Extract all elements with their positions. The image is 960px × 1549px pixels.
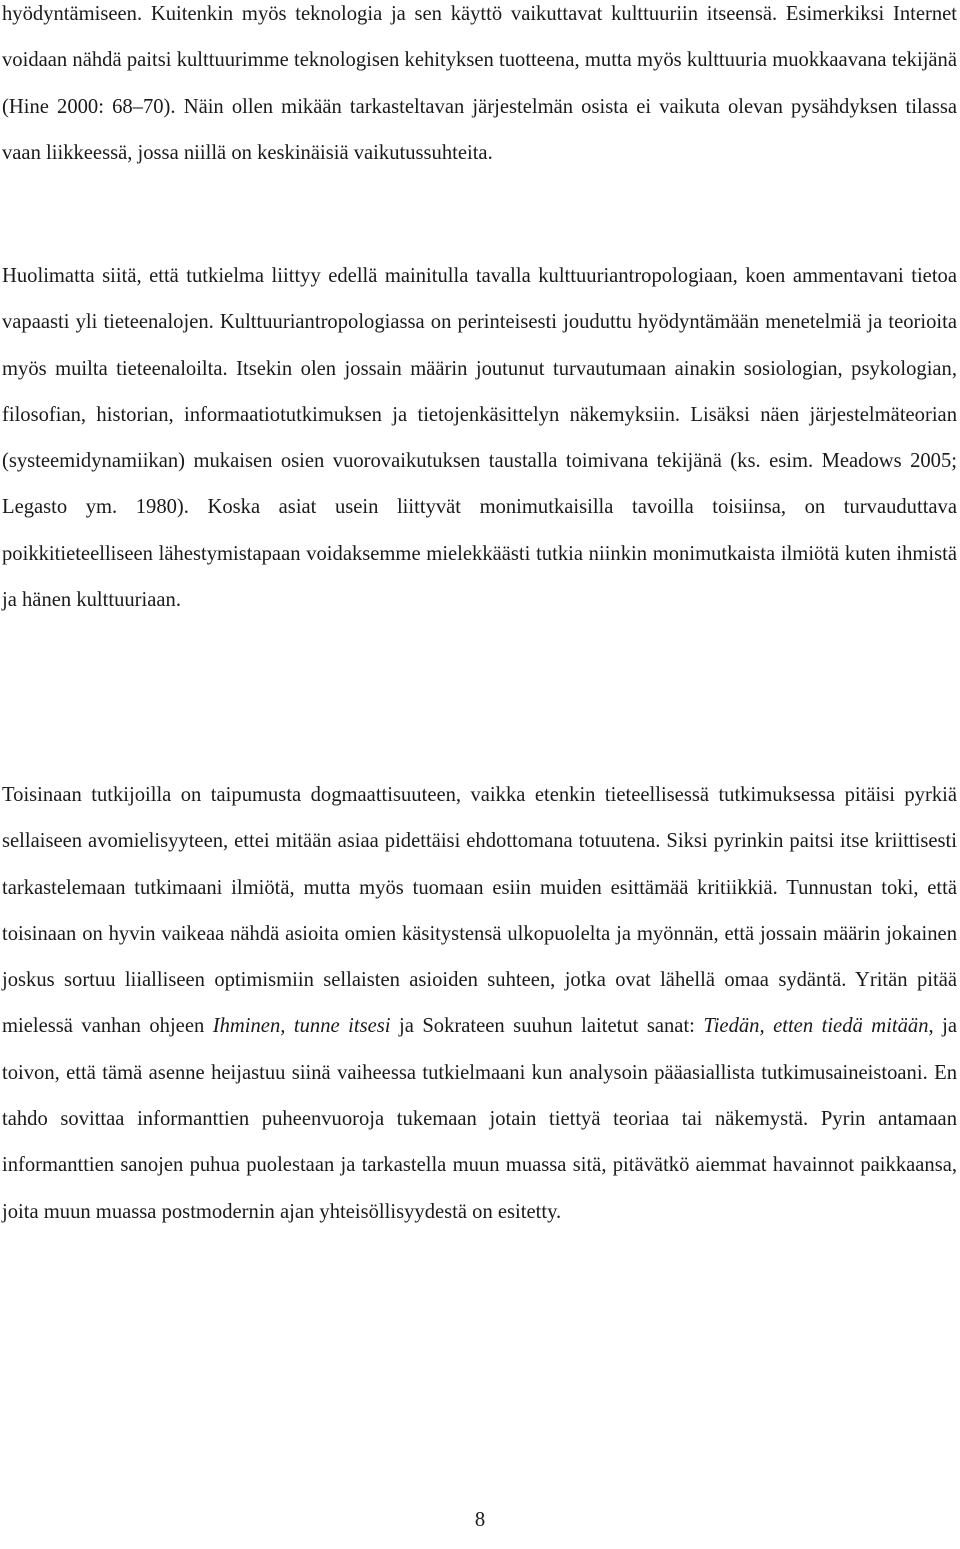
body-paragraph-2	[2, 253, 957, 623]
paragraph-text: ja Sokrateen suuhun laitetut sanat:	[390, 1015, 704, 1038]
paragraph-text: Huolimatta siitä, että tutkielma liittyy edellä mainitulla tavalla kulttuuriantropologiaan, koen ammentavani tietoa vapaasti yli tieteenalojen. Kulttuuriantropologiassa on perinteisesti jouduttu hyödyntämään menetelmiä ja teorioita myös muilta tieteenaloilta. Itsekin olen jossain määrin joutunut turvautumaan ainakin sosiologian, psykologian, filosofian, historian, informaatiotutkimuksen ja tietojenkäsittelyn näkemyksiin. Lisäksi näen järjestelmäteorian (systeemidynamiikan) mukaisen osien vuorovaikutuksen taustalla toimivana tekijänä (ks. esim. Meadows 2005; Legasto ym. 1980). Koska asiat usein liittyvät monimutkaisilla tavoilla toisiinsa, on turvauduttava poikkitieteelliseen lähestymistapaan voidaksemme mielekkäästi tutkia niinkin monimutkaista ilmiötä kuten ihmistä ja hänen kulttuuriaan.	[2, 265, 957, 612]
paragraph-text: hyödyntämiseen. Kuitenkin myös teknologia ja sen käyttö vaikuttavat kulttuuriin itseensä. Esimerkiksi Internet voidaan nähdä paitsi kulttuurimme teknologisen kehityksen tuotteena, mutta myös kulttuuria muokkaavana tekijänä (Hine 2000: 68–70). Näin ollen mikään tarkasteltavan järjestelmän osista ei vaikuta olevan pysähdyksen tilassa vaan liikkeessä, jossa niillä on keskinäisiä vaikutussuhteita.	[2, 3, 957, 164]
page-number: 8	[474, 1509, 486, 1531]
italic-quote-ihminen: Ihminen, tunne itsesi	[212, 1015, 391, 1038]
paragraph-text: Toisinaan tutkijoilla on taipumusta dogmaattisuuteen, vaikka etenkin tieteellisessä tutkimuksessa pitäisi pyrkiä sellaiseen avomielisyyteen, ettei mitään asiaa pidettäisi ehdottomana totuutena. Siksi pyrinkin paitsi itse kriittisesti tarkastelemaan tutkimaani ilmiötä, mutta myös tuomaan esiin muiden esittämää kritiikkiä. Tunnustan toki, että toisinaan on hyvin vaikeaa nähdä asioita omien käsitystensä ulkopuolelta ja myönnän, että jossain määrin jokainen joskus sortuu liialliseen optimismiin sellaisten asioiden suhteen, jotka ovat lähellä omaa sydäntä. Yritän pitää mielessä vanhan ohjeen	[2, 784, 957, 1038]
body-paragraph-1	[2, 0, 957, 176]
italic-quote-tiedan: Tiedän, etten tiedä mitään	[703, 1015, 929, 1038]
paragraph-text: , ja toivon, että tämä asenne heijastuu siinä vaiheessa tutkielmaani kun analysoin pääasiallista tutkimusaineistoani. En tahdo sovittaa informanttien puheenvuoroja tukemaan jotain tiettyä teoriaa tai näkemystä. Pyrin antamaan informanttien sanojen puhua puolestaan ja tarkastella muun muassa sitä, pitävätkö aiemmat havainnot paikkaansa, joita muun muassa postmodernin ajan yhteisöllisyydestä on esitetty.	[2, 1015, 958, 1223]
body-paragraph-3	[2, 772, 957, 1235]
